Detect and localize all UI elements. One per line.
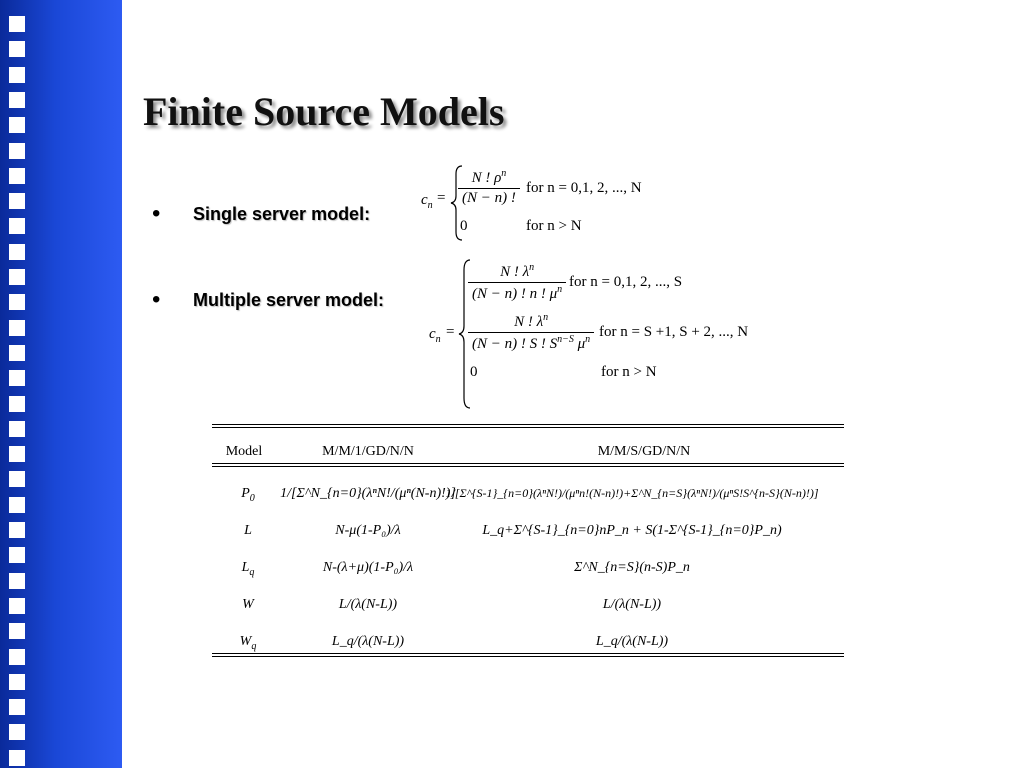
filmstrip-square [9, 699, 25, 715]
table-cell-multi-server: 1/[Σ^{S-1}_{n=0}(λⁿN!)/(μⁿn!(N-n)!)+Σ^N_{n=S}(λⁿN!)/(μⁿS!S^{n-S}(N-n)!)] [445, 486, 819, 500]
eq-condition: for n = 0,1, 2, ..., N [526, 180, 642, 196]
bullet-label-single-server: Single server model: [193, 204, 371, 224]
filmstrip-square [9, 547, 25, 563]
table-cell-single-server: L/(λ(N-L)) [338, 597, 398, 612]
filmstrip-square [9, 294, 25, 310]
table-cell-single-server: 1/[Σ^N_{n=0}(λⁿN!/(μⁿ(N-n)!)] [280, 486, 456, 501]
filmstrip-square [9, 573, 25, 589]
filmstrip-square [9, 117, 25, 133]
eq-lhs: $c_n$ [421, 192, 433, 211]
table-cell-multi-server: L_q+Σ^{S-1}_{n=0}nP_n + S(1-Σ^{S-1}_{n=0}P_n) [482, 523, 782, 538]
table-header-multi: M/M/S/GD/N/N [597, 444, 691, 459]
filmstrip-square [9, 724, 25, 740]
bullet-label-multiple-server: Multiple server model: [193, 290, 385, 310]
filmstrip-square [9, 92, 25, 108]
filmstrip-square [9, 320, 25, 336]
filmstrip-square [9, 143, 25, 159]
slide-title: Finite Source Models [143, 89, 505, 134]
filmstrip-square [9, 67, 25, 83]
filmstrip-square [9, 41, 25, 57]
eq-lhs: $c_n$ [429, 326, 441, 345]
table-cell-multi-server: L_q/(λ(N-L)) [595, 634, 669, 649]
bullet-marker: • [152, 286, 161, 313]
filmstrip-square [9, 522, 25, 538]
table-cell-measure: $P_0$ [241, 486, 255, 504]
filmstrip-square [9, 345, 25, 361]
filmstrip-square [9, 193, 25, 209]
eq-fraction: N ! $\lambda^n$ (N − n) ! S ! $S^{n-S}$ $\mu^n$ [468, 312, 594, 353]
filmstrip-square [9, 218, 25, 234]
table-cell-single-server: N-μ(1-P₀)/λ [335, 523, 401, 538]
eq-condition: for n = S +1, S + 2, ..., N [599, 324, 749, 340]
filmstrip-square [9, 497, 25, 513]
eq-zero-value: 0 [470, 364, 478, 380]
eq-fraction: N ! $\lambda^n$ (N − n) ! n ! $\mu^n$ [468, 262, 566, 303]
eq-condition: for n = 0,1, 2, ..., S [569, 274, 683, 290]
filmstrip-square [9, 16, 25, 32]
eq-sign: = [446, 324, 455, 340]
eq-zero-value: 0 [460, 218, 468, 234]
filmstrip-square [9, 471, 25, 487]
table-header-model: Model [225, 444, 263, 459]
table-header-single: M/M/1/GD/N/N [322, 444, 414, 459]
eq-condition: for n > N [526, 218, 582, 234]
eq-condition: for n > N [601, 364, 657, 380]
table-cell-measure: $W_q$ [239, 634, 257, 652]
filmstrip-square [9, 168, 25, 184]
filmstrip-square [9, 649, 25, 665]
filmstrip-square [9, 244, 25, 260]
eq-sign: = [437, 190, 446, 206]
table-cell-multi-server: L/(λ(N-L)) [602, 597, 662, 612]
filmstrip-square [9, 674, 25, 690]
table-cell-measure: W [242, 597, 254, 612]
filmstrip-square [9, 421, 25, 437]
filmstrip-square [9, 750, 25, 766]
table-cell-measure: $L_q$ [241, 560, 255, 578]
eq-fraction: N ! $\rho^n$ (N − n) ! [458, 168, 520, 207]
filmstrip-square [9, 623, 25, 639]
table-cell-single-server: L_q/(λ(N-L)) [331, 634, 405, 649]
filmstrip-square [9, 598, 25, 614]
table-cell-measure: L [244, 523, 252, 538]
bullet-marker: • [152, 200, 161, 227]
table-cell-multi-server: Σ^N_{n=S}(n-S)P_n [574, 560, 690, 575]
filmstrip-square [9, 396, 25, 412]
filmstrip-band [0, 0, 122, 768]
table-cell-single-server: N-(λ+μ)(1-P₀)/λ [322, 560, 414, 575]
filmstrip-square [9, 370, 25, 386]
performance-measures-table [212, 424, 844, 658]
filmstrip-square [9, 446, 25, 462]
filmstrip-square [9, 269, 25, 285]
